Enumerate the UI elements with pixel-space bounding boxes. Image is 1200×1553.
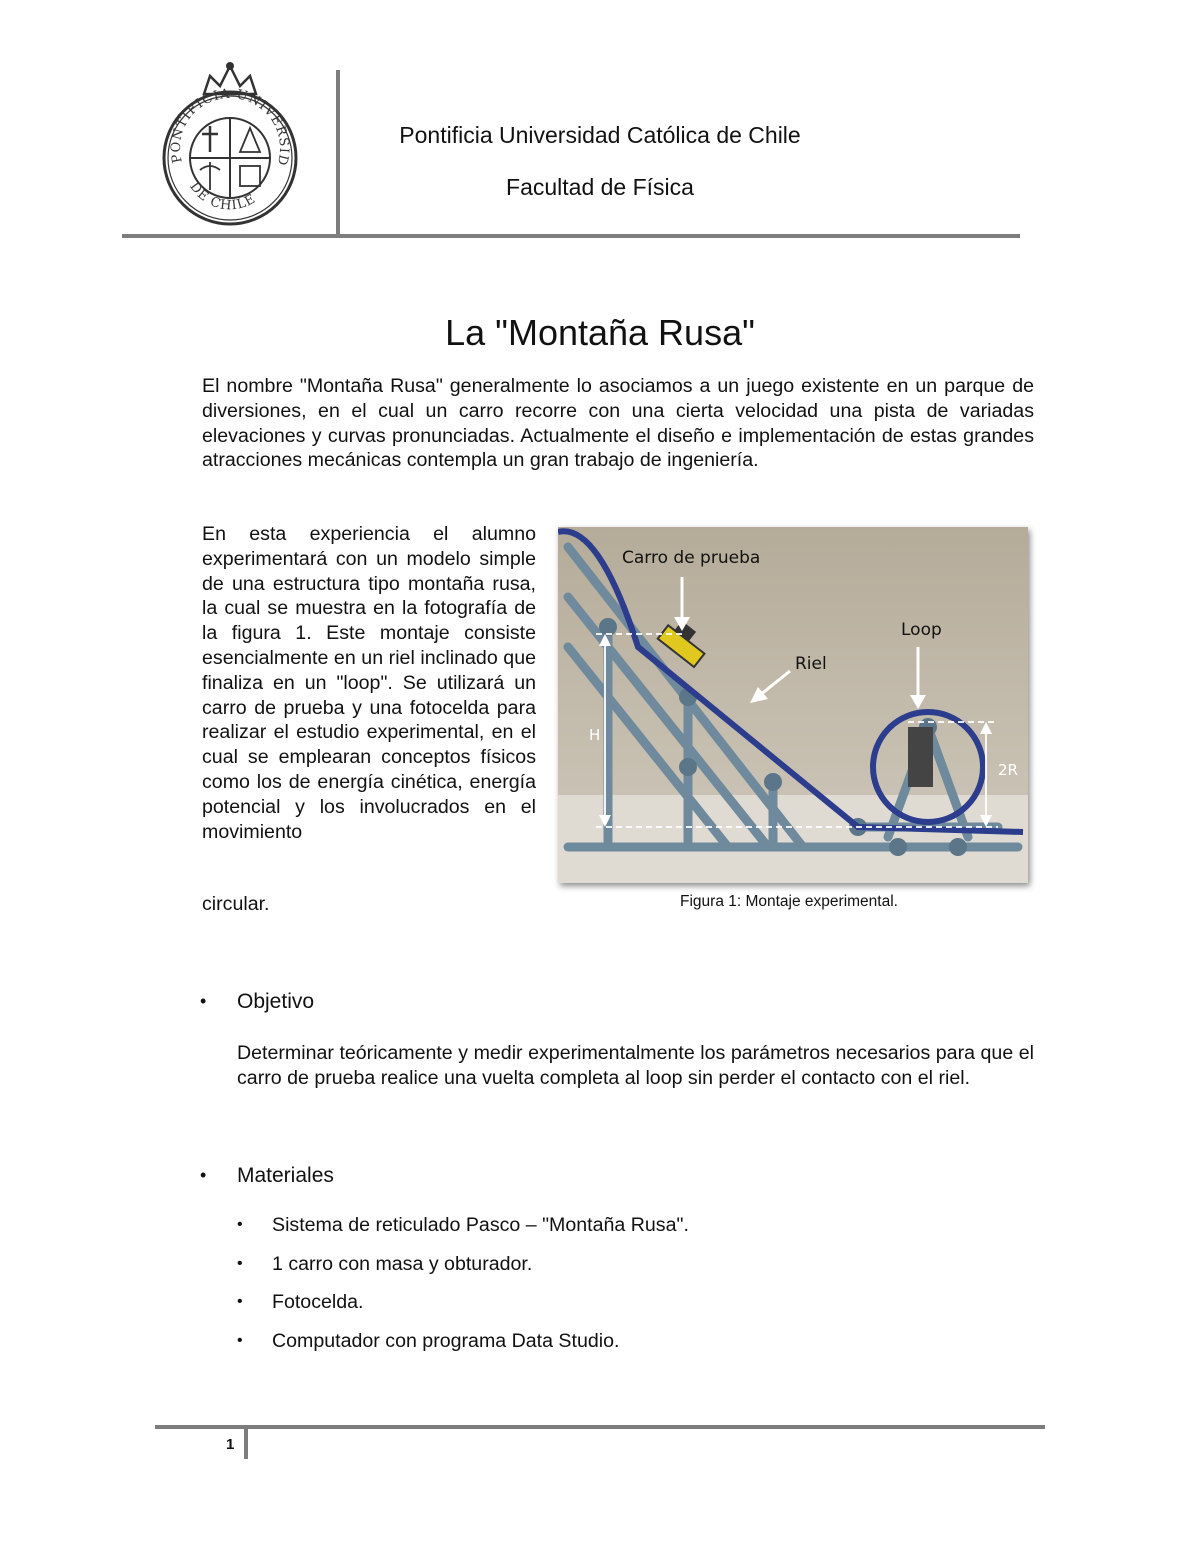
list-item xyxy=(237,1214,997,1253)
figure-caption: Figura 1: Montaje experimental. xyxy=(680,893,898,910)
page-title: La "Montaña Rusa" xyxy=(445,312,755,353)
header-vertical-rule xyxy=(336,70,340,236)
list-bullet: • xyxy=(237,1293,243,1310)
label-h: H xyxy=(589,726,601,744)
materiales-list xyxy=(237,1214,997,1368)
university-seal xyxy=(160,58,300,226)
label-riel: Riel xyxy=(795,654,827,674)
list-item xyxy=(237,1253,997,1292)
list-item xyxy=(237,1291,997,1330)
svg-text:PONTIFICIA UNIVERSIDAD CATOLIC: PONTIFICIA UNIVERSID xyxy=(168,86,292,168)
list-item-text: Fotocelda. xyxy=(272,1291,364,1313)
university-name: Pontificia Universidad Católica de Chile xyxy=(399,122,801,148)
objetivo-heading: Objetivo xyxy=(237,990,315,1013)
label-2r: 2R xyxy=(998,761,1018,779)
page-number: 1 xyxy=(226,1436,235,1453)
list-item-text: 1 carro con masa y obturador. xyxy=(272,1252,533,1275)
figure-photo xyxy=(558,527,1028,883)
label-carro-de-prueba: Carro de prueba xyxy=(622,548,761,568)
list-item-text: Computador con programa Data Studio. xyxy=(272,1329,620,1352)
footer-vertical-rule xyxy=(244,1425,248,1459)
objetivo-bullet: • xyxy=(200,991,207,1011)
label-loop: Loop xyxy=(901,620,942,640)
materiales-heading: Materiales xyxy=(237,1164,334,1187)
experience-paragraph-end: circular. xyxy=(202,893,270,915)
intro-paragraph: El nombre "Montaña Rusa" generalmente lo asociamos a un juego existente en un parque de diversiones, en el cual un carro recorre con una cierta velocidad una pista de variadas elevaciones y curvas pronunciadas. Actualmente el diseño e implementación de estas grandes atracciones mecánicas contempla un gran trabajo de ingeniería. xyxy=(202,375,1034,472)
list-bullet: • xyxy=(237,1331,243,1349)
materiales-bullet: • xyxy=(200,1165,207,1185)
list-item-text: Sistema de reticulado Pasco – "Montaña Rusa". xyxy=(272,1214,689,1236)
list-bullet: • xyxy=(237,1254,243,1272)
footer-rule xyxy=(155,1425,1045,1429)
faculty-name: Facultad de Física xyxy=(506,174,694,200)
header-horizontal-rule xyxy=(122,234,1020,238)
objetivo-text: Determinar teóricamente y medir experimentalmente los parámetros necesarios para que el carro de prueba realice una vuelta completa al loop sin perder el contacto con el riel. xyxy=(237,1042,1034,1089)
list-bullet: • xyxy=(237,1216,243,1233)
experience-paragraph: En esta experiencia el alumno experimentará con un modelo simple de una estructura tipo montaña rusa, la cual se muestra en la fotografía de la figura 1. Este montaje consiste esencialmente en un riel inclinado que finaliza en un "loop". Se utilizará un carro de prueba y una fotocelda para realizar el estudio experimental, en el cual se emplearan conceptos físicos como los de energía cinética, energía potencial y los involucrados en el movimiento xyxy=(202,523,536,843)
svg-text:DE CHILE: DE CHILE xyxy=(186,179,259,214)
list-item xyxy=(237,1330,997,1369)
